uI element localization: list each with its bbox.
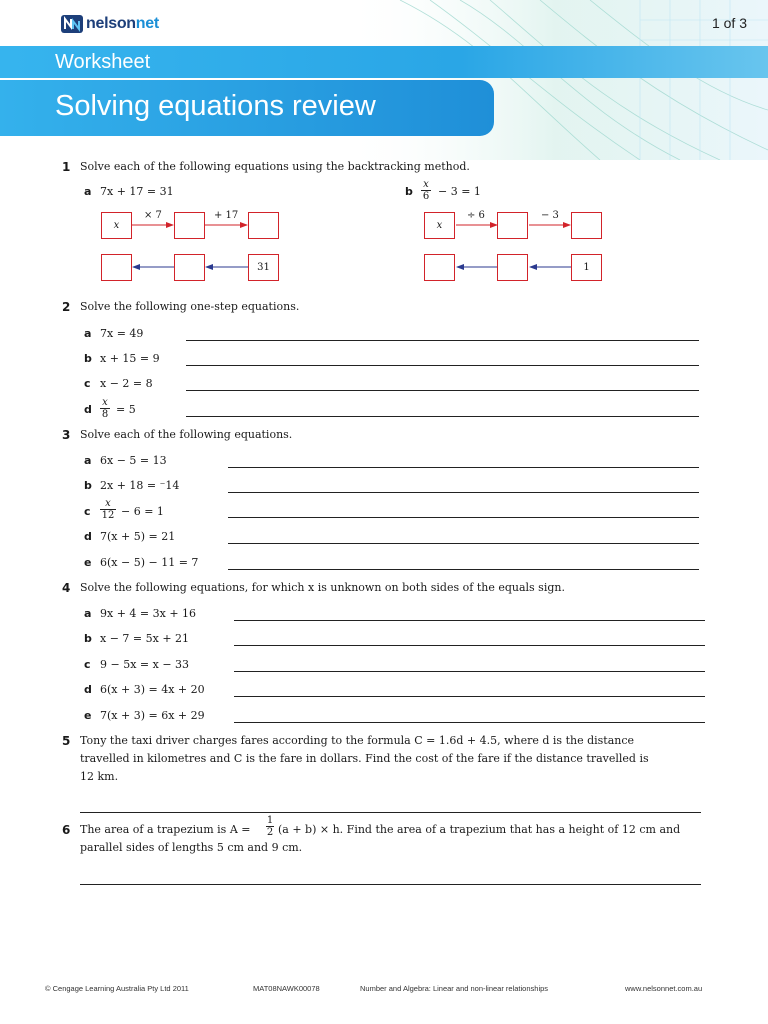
answer-line[interactable] — [228, 543, 699, 544]
question-text: Solve the following equations, for which x is unknown on both sides of the equals sign. — [80, 581, 565, 594]
part-label: b — [405, 185, 413, 198]
answer-line[interactable] — [234, 696, 705, 697]
logo-wordmark-second: net — [135, 15, 159, 32]
answer-line[interactable] — [228, 569, 699, 570]
equation: 2x + 18 = ⁻14 — [100, 479, 180, 492]
equation: 7(x + 5) = 21 — [100, 530, 176, 543]
equation: 7x + 17 = 31 — [100, 185, 174, 198]
answer-line[interactable] — [234, 645, 705, 646]
part-label: b — [84, 632, 92, 645]
question-number: 2 — [62, 300, 71, 314]
fraction-numerator: x — [105, 498, 111, 509]
flow-box[interactable] — [571, 212, 602, 239]
equation: 6(x − 5) − 11 = 7 — [100, 556, 199, 569]
fraction — [266, 815, 274, 838]
fraction-denominator: 2 — [266, 827, 274, 838]
footer-copyright: © Cengage Learning Australia Pty Ltd 2011 — [45, 984, 189, 993]
answer-line[interactable] — [234, 620, 705, 621]
question-text: Solve each of the following equations. — [80, 428, 293, 441]
equation: x − 7 = 5x + 21 — [100, 632, 190, 645]
equation: − 6 = 1 — [121, 505, 164, 518]
part-label: a — [84, 327, 92, 340]
fraction — [100, 498, 116, 521]
part-label: e — [84, 556, 92, 569]
footer-strand: Number and Algebra: Linear and non-linear relationships — [360, 984, 549, 993]
answer-line[interactable] — [228, 492, 699, 493]
part-label: c — [84, 377, 91, 390]
page-indicator: 1 of 3 — [711, 15, 747, 31]
equation: 7(x + 3) = 6x + 29 — [100, 709, 205, 722]
footer-website[interactable]: www.nelsonnet.com.au — [625, 984, 703, 993]
question-text: parallel sides of lengths 5 cm and 9 cm. — [80, 841, 303, 854]
flow-box[interactable] — [497, 254, 528, 281]
equation: x + 15 = 9 — [100, 352, 160, 365]
part-label: b — [84, 479, 92, 492]
answer-line[interactable] — [234, 671, 705, 672]
fraction-denominator: 8 — [101, 409, 109, 420]
question-text: 12 km. — [80, 770, 119, 783]
fraction-numerator: x — [102, 397, 108, 408]
page-title: Solving equations review — [55, 90, 376, 122]
flow-box: x — [424, 212, 455, 239]
question-text: Solve each of the following equations using the backtracking method. — [80, 160, 470, 173]
answer-line[interactable] — [234, 722, 705, 723]
fraction-denominator: 12 — [101, 510, 115, 521]
flow-box[interactable] — [424, 254, 455, 281]
question-text: The area of a trapezium is A = — [80, 823, 251, 836]
part-label: a — [84, 185, 92, 198]
part-label: d — [84, 530, 92, 543]
question-number: 3 — [62, 428, 71, 442]
question-number: 6 — [62, 823, 71, 837]
part-label: c — [84, 658, 91, 671]
question-number: 4 — [62, 581, 71, 595]
answer-line[interactable] — [186, 340, 699, 341]
operation-label: − 3 — [541, 210, 559, 221]
operation-label: + 17 — [214, 210, 239, 221]
fraction-denominator: 6 — [422, 191, 430, 202]
part-label: e — [84, 709, 92, 722]
question-text: Solve the following one-step equations. — [80, 300, 300, 313]
flow-box: x — [101, 212, 132, 239]
equation: 6(x + 3) = 4x + 20 — [100, 683, 205, 696]
flow-box[interactable] — [497, 212, 528, 239]
flow-box[interactable] — [101, 254, 132, 281]
part-label: c — [84, 505, 91, 518]
question-number: 5 — [62, 734, 71, 748]
flow-box[interactable] — [174, 254, 205, 281]
question-text: Tony the taxi driver charges fares according to the formula C = 1.6d + 4.5, where d is the distance — [80, 734, 635, 747]
answer-line[interactable] — [186, 390, 699, 391]
answer-line[interactable] — [228, 467, 699, 468]
section-label: Worksheet — [55, 51, 151, 73]
fraction — [100, 397, 110, 420]
fraction-numerator: x — [423, 179, 429, 190]
answer-line[interactable] — [228, 517, 699, 518]
flow-box: 31 — [248, 254, 279, 281]
question-text: travelled in kilometres and C is the fare in dollars. Find the cost of the fare if the distance travelled is — [80, 752, 649, 765]
equation: x − 2 = 8 — [100, 377, 153, 390]
question-number: 1 — [62, 160, 71, 174]
answer-line[interactable] — [80, 884, 701, 885]
logo-wordmark-first: nelson — [86, 15, 136, 32]
equation: = 5 — [116, 403, 136, 416]
question-text: (a + b) × h. Find the area of a trapezium that has a height of 12 cm and — [278, 823, 681, 836]
part-label: a — [84, 454, 92, 467]
operation-label: ÷ 6 — [467, 210, 485, 221]
fraction-numerator: 1 — [266, 815, 274, 826]
part-label: d — [84, 403, 92, 416]
answer-line[interactable] — [186, 365, 699, 366]
part-label: b — [84, 352, 92, 365]
equation: 7x = 49 — [100, 327, 144, 340]
equation: 9 − 5x = x − 33 — [100, 658, 190, 671]
equation: − 3 = 1 — [438, 185, 481, 198]
answer-line[interactable] — [80, 812, 701, 813]
flow-box: 1 — [571, 254, 602, 281]
equation: 9x + 4 = 3x + 16 — [100, 607, 197, 620]
equation: 6x − 5 = 13 — [100, 454, 167, 467]
operation-label: × 7 — [144, 210, 162, 221]
answer-line[interactable] — [186, 416, 699, 417]
part-label: a — [84, 607, 92, 620]
part-label: d — [84, 683, 92, 696]
footer-code: MAT08NAWK00078 — [253, 984, 320, 993]
